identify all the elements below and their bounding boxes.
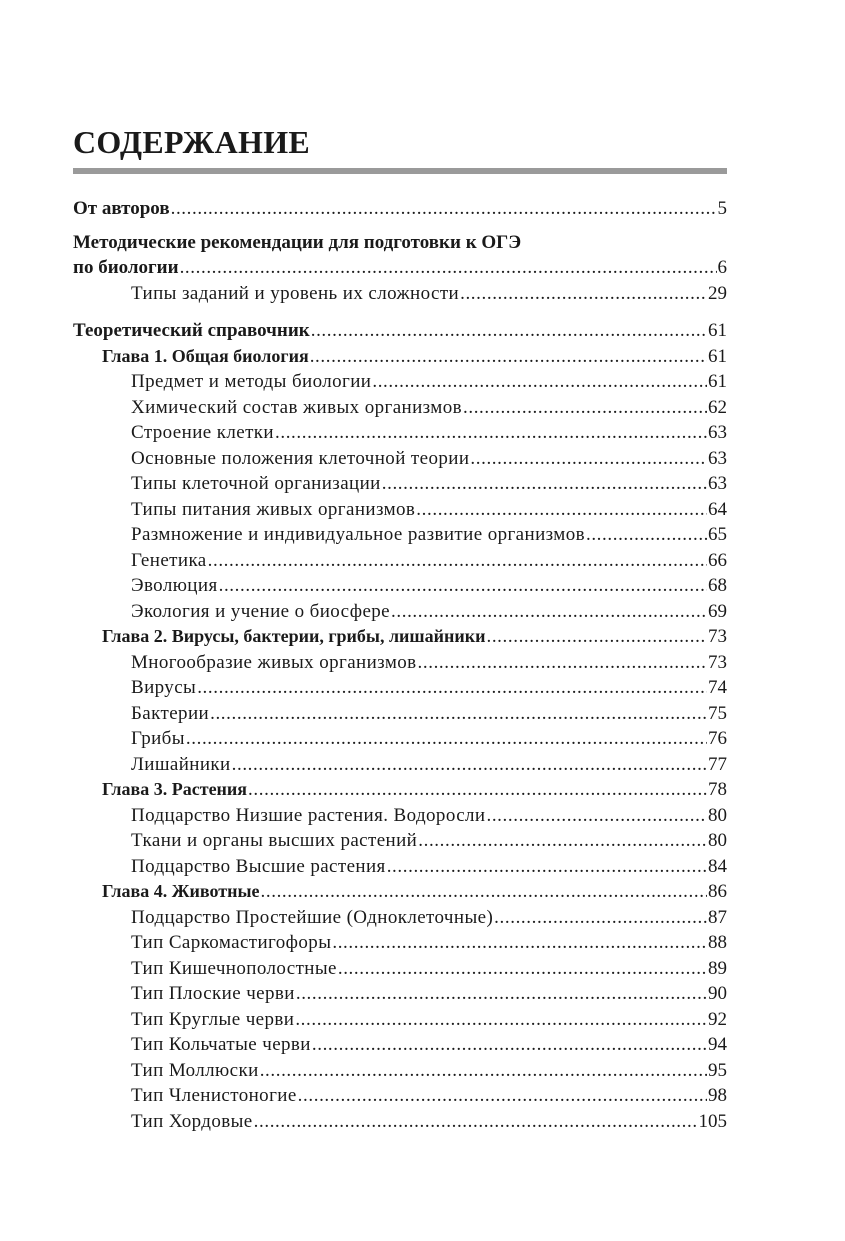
toc-entry[interactable] (73, 497, 727, 523)
toc-entry[interactable] (73, 726, 727, 752)
toc-entry[interactable] (73, 675, 727, 701)
dot-leader (486, 803, 707, 829)
toc-entry-label: Тип Плоские черви (131, 983, 295, 1004)
dot-leader (275, 420, 707, 446)
toc-page-number: 6 (717, 257, 727, 278)
toc-entry[interactable] (73, 854, 727, 880)
toc-chapter-4[interactable] (73, 879, 727, 905)
dot-leader (460, 281, 707, 307)
dot-leader (171, 196, 717, 222)
dot-leader (296, 981, 707, 1007)
toc-page-number: 61 (708, 371, 727, 392)
toc-chapter-1[interactable] (73, 344, 727, 370)
dot-leader (295, 1007, 707, 1033)
dot-leader (197, 675, 707, 701)
page-title: СОДЕРЖАНИЕ (73, 124, 311, 160)
toc-entry[interactable] (73, 369, 727, 395)
dot-leader (248, 777, 707, 803)
toc-page-number: 29 (708, 282, 727, 304)
toc-entry-label: Тип Круглые черви (131, 1008, 295, 1030)
toc-entry-label: Тип Кишечнополостные (131, 957, 337, 979)
dot-leader (418, 828, 707, 854)
dot-leader (210, 701, 707, 727)
toc-entry-method-recommendations[interactable] (73, 230, 727, 281)
dot-leader (208, 548, 707, 574)
toc-page-number: 98 (708, 1085, 727, 1106)
toc-page-number: 73 (708, 651, 727, 673)
toc-page-number: 63 (708, 422, 727, 443)
toc-page-number: 89 (708, 957, 727, 979)
toc-entry-label: Бактерии (131, 702, 210, 724)
toc-entry[interactable] (73, 522, 727, 548)
toc-page-number: 78 (708, 779, 727, 800)
toc-chapter-2[interactable] (73, 624, 727, 650)
dot-leader (418, 650, 707, 676)
toc-entry-label: Эволюция (131, 575, 218, 596)
dot-leader (416, 497, 707, 523)
dot-leader (372, 369, 707, 395)
toc-page-number: 90 (708, 983, 727, 1004)
toc-page-number: 73 (708, 626, 727, 647)
toc-entry[interactable] (73, 1058, 727, 1084)
toc-entry[interactable] (73, 573, 727, 599)
toc-entry-label: Типы заданий и уровень их сложности (131, 282, 460, 304)
toc-entry-label: Основные положения клеточной теории (131, 447, 470, 469)
toc-page-number: 63 (708, 473, 727, 494)
toc-entry[interactable] (73, 956, 727, 982)
toc-entry-label: Глава 1. Общая биология (102, 345, 309, 366)
dot-leader (219, 573, 707, 599)
toc-page-number: 94 (708, 1034, 727, 1055)
dot-leader (494, 905, 707, 931)
toc-entry-label: Экология и учение о биосфере (131, 600, 391, 622)
dot-leader (261, 879, 707, 905)
dot-leader (332, 930, 707, 956)
dot-leader (387, 854, 707, 880)
toc-page-number: 61 (708, 345, 727, 367)
toc-entry-label: Тип Кольчатые черви (131, 1034, 311, 1055)
toc-entry[interactable] (73, 1007, 727, 1033)
dot-leader (486, 624, 707, 650)
toc-chapter-3[interactable] (73, 777, 727, 803)
dot-leader (312, 1032, 707, 1058)
toc-entry[interactable] (73, 1032, 727, 1058)
dot-leader (338, 956, 707, 982)
toc-page-number: 61 (708, 320, 727, 341)
toc-entry[interactable] (73, 905, 727, 931)
dot-leader (180, 255, 717, 281)
toc-entry[interactable] (73, 828, 727, 854)
toc-entry-label: Ткани и органы высших растений (131, 830, 418, 851)
toc-page-number: 69 (708, 600, 727, 622)
toc-page-number: 92 (708, 1008, 727, 1030)
toc-page-number: 105 (698, 1110, 727, 1132)
toc-page-number: 66 (708, 549, 727, 571)
toc-entry[interactable] (73, 930, 727, 956)
toc-entry-label: Подцарство Простейшие (Одноклеточные) (131, 906, 494, 928)
toc-entry-label: Глава 2. Вирусы, бактерии, грибы, лишайники (102, 626, 486, 646)
toc-entry[interactable] (73, 1109, 727, 1135)
toc-entry-label: Грибы (131, 728, 185, 749)
dot-leader (254, 1109, 698, 1135)
dot-leader (463, 395, 707, 421)
toc-entry[interactable] (73, 471, 727, 497)
toc-entry-label: Вирусы (131, 677, 197, 698)
toc-entry-label: Тип Саркомастигофоры (131, 932, 332, 953)
toc-entry-label: Многообразие живых организмов (131, 651, 417, 673)
toc-entry-from-authors[interactable] (73, 196, 727, 222)
toc-entry[interactable] (73, 701, 727, 727)
toc-entry-label: Химический состав живых организмов (131, 396, 462, 418)
toc-entry[interactable] (73, 650, 727, 676)
toc-entry-label: Лишайники (131, 753, 231, 775)
toc-entry-label: Предмет и методы биологии (131, 371, 372, 392)
toc-entry[interactable] (73, 1083, 727, 1109)
toc-entry-label: Тип Хордовые (131, 1110, 253, 1132)
toc-entry-label: Типы питания живых организмов (131, 498, 416, 520)
dot-leader (470, 446, 707, 472)
toc-entry-label: Подцарство Высшие растения (131, 855, 386, 877)
toc-entry-label: Глава 3. Растения (102, 779, 248, 799)
toc-entry-label: Генетика (131, 549, 207, 571)
title-divider (73, 168, 727, 174)
toc-page-number: 87 (708, 906, 727, 928)
toc-page-number: 64 (708, 498, 727, 520)
toc-entry-label-line1: Методические рекомендации для подготовки к ОГЭ (73, 231, 522, 253)
dot-leader (232, 752, 707, 778)
toc-page-number: 74 (708, 677, 727, 698)
toc-entry[interactable] (73, 395, 727, 421)
dot-leader (391, 599, 707, 625)
dot-leader (260, 1058, 707, 1084)
dot-leader (310, 344, 707, 370)
dot-leader (311, 318, 707, 344)
toc-entry-label: От авторов (73, 198, 170, 219)
toc-entry-label: Теоретический справочник (73, 320, 310, 341)
dot-leader (298, 1083, 707, 1109)
toc-entry[interactable] (73, 446, 727, 472)
toc-entry[interactable] (73, 420, 727, 446)
toc-entry-label: Глава 4. Животные (102, 881, 260, 901)
toc-page-number: 63 (708, 447, 727, 469)
toc-entry[interactable] (73, 752, 727, 778)
toc-page-number: 84 (708, 855, 727, 877)
table-of-contents (73, 196, 727, 1134)
toc-page-number: 86 (708, 881, 727, 902)
toc-entry[interactable] (73, 548, 727, 574)
toc-page-number: 77 (708, 753, 727, 775)
dot-leader (186, 726, 707, 752)
toc-page-number: 5 (717, 198, 727, 219)
toc-page-number: 68 (708, 575, 727, 596)
toc-entry-label: Тип Моллюски (131, 1059, 259, 1081)
toc-entry-task-types[interactable] (73, 281, 727, 307)
toc-page-number: 76 (708, 728, 727, 749)
toc-entry-label: Строение клетки (131, 422, 274, 443)
toc-entry[interactable] (73, 803, 727, 829)
toc-entry-label: Тип Членистоногие (131, 1085, 297, 1106)
toc-page-number: 62 (708, 396, 727, 418)
toc-page-number: 95 (708, 1059, 727, 1081)
toc-entry-label: по биологии (73, 257, 179, 278)
toc-page-number: 80 (708, 804, 727, 826)
toc-entry-label: Типы клеточной организации (131, 473, 381, 494)
toc-page-number: 65 (708, 524, 727, 545)
toc-page-number: 75 (708, 702, 727, 724)
dot-leader (382, 471, 707, 497)
toc-entry[interactable] (73, 599, 727, 625)
toc-entry-theory-reference[interactable] (73, 318, 727, 344)
toc-page-number: 80 (708, 830, 727, 851)
dot-leader (586, 522, 707, 548)
toc-entry-label: Подцарство Низшие растения. Водоросли (131, 804, 486, 826)
toc-entry[interactable] (73, 981, 727, 1007)
toc-page-number: 88 (708, 932, 727, 953)
toc-entry-label: Размножение и индивидуальное развитие организмов (131, 524, 585, 545)
